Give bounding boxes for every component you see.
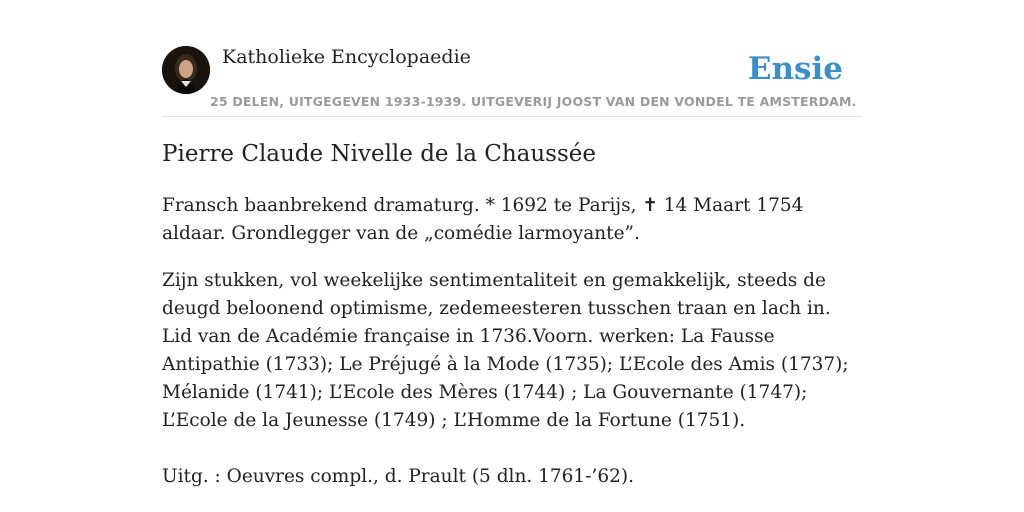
page-title: Pierre Claude Nivelle de la Chaussée: [162, 141, 596, 167]
article-paragraph: Zijn stukken, vol weekelijke sentimentaliteit en gemakkelijk, steeds de deugd beloonend optimisme, zedemeesteren tusschen traan en lach in. Lid van de Académie française in 1736.Voorn. werken: La Fausse Antipathie (1733); Le Préjugé à la Mode (1735); L’Ecole des Amis (1737); Mélanide (1741); L’Ecole des Mères (1744) ; La Gouvernante (1747); L’Ecole de la Jeunesse (1749) ; L’Homme de la Fortune (1751).: [162, 270, 849, 431]
article-body: [162, 192, 862, 510]
portrait-avatar-icon: [162, 46, 210, 94]
site-header: [162, 0, 862, 117]
page: [162, 0, 862, 487]
avatar[interactable]: [162, 46, 210, 94]
ensie-logo[interactable]: Ensie: [747, 51, 843, 87]
site-title[interactable]: Katholieke Encyclopaedie: [222, 46, 471, 68]
source-tagline: 25 DELEN, UITGEGEVEN 1933-1939. UITGEVERIJ JOOST VAN DEN VONDEL TE AMSTERDAM.: [210, 94, 857, 109]
article-paragraph: Uitg. : Oeuvres compl., d. Prault (5 dln. 1761-’62).: [162, 466, 634, 487]
article-paragraph: Fransch baanbrekend dramaturg. * 1692 te Parijs, ✝ 14 Maart 1754 aldaar. Grondlegger van de „comédie larmoyante”.: [162, 195, 804, 244]
